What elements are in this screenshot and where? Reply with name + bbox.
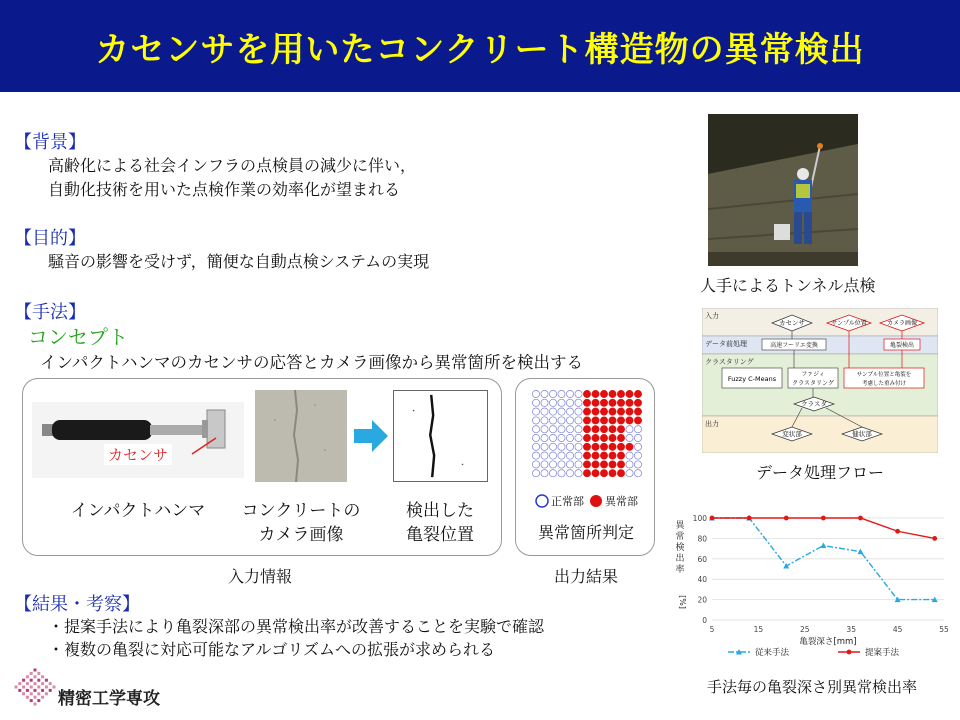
logo-dot xyxy=(22,686,25,689)
grid-dot-abnormal xyxy=(609,461,616,468)
grid-dot-abnormal xyxy=(600,426,607,433)
y-tick-label: 60 xyxy=(697,554,707,564)
grid-dot-abnormal xyxy=(583,417,590,424)
grid-dot-abnormal xyxy=(592,443,599,450)
logo-dot xyxy=(26,689,29,692)
y-tick-label: 0 xyxy=(702,616,707,625)
flow-node-sound: 健状部 xyxy=(852,430,872,438)
background-line-2: 自動化技術を用いた点検作業の効率化が望まれる xyxy=(48,180,401,199)
department-logo xyxy=(12,666,58,712)
grid-dot-abnormal xyxy=(583,452,590,459)
purpose-heading: 【目的】 xyxy=(14,228,86,249)
grid-dot-normal xyxy=(532,426,539,433)
logo-dot xyxy=(34,689,37,692)
grid-dot-normal xyxy=(634,434,641,441)
grid-dot-normal xyxy=(541,443,548,450)
logo-dot xyxy=(49,689,52,692)
data-point-proposed xyxy=(784,516,789,521)
data-point-proposed xyxy=(747,516,752,521)
grid-dot-normal xyxy=(566,461,573,468)
flow-node-weight-1: サンプル位置と亀裂を xyxy=(856,372,912,378)
grid-dot-abnormal xyxy=(617,434,624,441)
grid-dot-abnormal xyxy=(609,426,616,433)
grid-dot-abnormal xyxy=(617,417,624,424)
y-axis-label-char: 検 xyxy=(675,543,685,553)
grid-dot-normal xyxy=(575,470,582,477)
grid-dot-normal xyxy=(575,390,582,397)
grid-dot-normal xyxy=(541,452,548,459)
logo-dot xyxy=(30,672,33,675)
grid-dot-abnormal xyxy=(617,408,624,415)
logo-dot xyxy=(37,699,40,702)
grid-dot-normal xyxy=(532,390,539,397)
grid-dot-abnormal xyxy=(609,470,616,477)
legend-marker xyxy=(847,650,852,655)
grid-dot-abnormal xyxy=(609,408,616,415)
logo-dot xyxy=(34,696,37,699)
flow-lane-cluster: クラスタリング xyxy=(705,358,754,366)
grid-dot-normal xyxy=(575,399,582,406)
method-heading: 【手法】 xyxy=(14,302,86,323)
logo-dot xyxy=(22,679,25,682)
grid-dot-abnormal xyxy=(609,399,616,406)
grid-dot-abnormal xyxy=(592,426,599,433)
grid-dot-normal xyxy=(626,461,633,468)
x-tick-label: 55 xyxy=(939,625,949,634)
logo-dot xyxy=(30,699,33,702)
grid-dot-abnormal xyxy=(600,417,607,424)
grid-dot-normal xyxy=(549,470,556,477)
grid-dot-normal xyxy=(566,408,573,415)
grid-dot-normal xyxy=(566,390,573,397)
logo-dot xyxy=(37,692,40,695)
concept-text: インパクトハンマのカセンサの応答とカメラ画像から異常箇所を検出する xyxy=(40,353,584,372)
grid-dot-abnormal xyxy=(600,399,607,406)
concept-label: コンセプト xyxy=(28,325,128,349)
logo-dot xyxy=(49,682,52,685)
grid-dot-normal xyxy=(575,443,582,450)
grid-dot-normal xyxy=(626,452,633,459)
grid-dot-abnormal xyxy=(609,452,616,459)
legend-normal-label: 正常部 xyxy=(551,495,584,508)
grid-dot-normal xyxy=(541,470,548,477)
grid-dot-normal xyxy=(541,461,548,468)
data-point-conventional xyxy=(783,563,789,569)
grid-dot-normal xyxy=(532,452,539,459)
grid-dot-normal xyxy=(558,470,565,477)
x-tick-label: 15 xyxy=(753,625,764,634)
logo-dot xyxy=(22,692,25,695)
flow-caption: データ処理フロー xyxy=(755,463,884,482)
grid-dot-abnormal xyxy=(617,426,624,433)
logo-dot xyxy=(26,675,29,678)
data-point-proposed xyxy=(932,536,937,541)
grid-dot-normal xyxy=(532,470,539,477)
grid-dot-normal xyxy=(541,399,548,406)
grid-dot-normal xyxy=(566,443,573,450)
impact-hammer-image xyxy=(32,402,244,478)
grid-dot-normal xyxy=(558,390,565,397)
grid-dot-normal xyxy=(634,470,641,477)
logo-dot xyxy=(30,679,33,682)
data-point-proposed xyxy=(895,529,900,534)
grid-dot-abnormal xyxy=(617,470,624,477)
logo-dot xyxy=(37,686,40,689)
anomaly-caption: 異常箇所判定 xyxy=(537,523,634,542)
logo-dot xyxy=(34,669,37,672)
legend-label: 提案手法 xyxy=(865,648,900,658)
grid-dot-normal xyxy=(541,426,548,433)
grid-dot-abnormal xyxy=(617,390,624,397)
flow-node-weight-2: 考慮した重み付け xyxy=(861,381,907,387)
flow-node-fcm: Fuzzy C-Means xyxy=(727,375,777,383)
grid-dot-normal xyxy=(541,434,548,441)
grid-dot-normal xyxy=(626,434,633,441)
grid-dot-abnormal xyxy=(600,408,607,415)
logo-dot xyxy=(41,696,44,699)
y-axis-label-char: 率 xyxy=(675,565,685,575)
grid-dot-normal xyxy=(566,452,573,459)
chart-caption: 手法毎の亀裂深さ別異常検出率 xyxy=(706,678,917,696)
grid-dot-abnormal xyxy=(592,461,599,468)
grid-dot-normal xyxy=(634,443,641,450)
detection-rate-chart xyxy=(668,502,956,674)
y-tick-label: 20 xyxy=(697,595,707,605)
grid-dot-normal xyxy=(532,461,539,468)
x-axis-label: 亀裂深さ[mm] xyxy=(799,637,857,647)
flow-node-camera: カメラ画像 xyxy=(886,320,918,327)
x-tick-label: 5 xyxy=(709,625,715,634)
grid-dot-normal xyxy=(566,417,573,424)
y-axis-label-char: 異 xyxy=(675,521,685,531)
grid-dot-abnormal xyxy=(600,461,607,468)
logo-dot xyxy=(15,686,18,689)
grid-dot-normal xyxy=(558,417,565,424)
logo-dot xyxy=(41,682,44,685)
grid-dot-abnormal xyxy=(583,426,590,433)
legend-abnormal-label: 異常部 xyxy=(605,495,638,508)
logo-dot xyxy=(18,689,21,692)
grid-dot-normal xyxy=(566,470,573,477)
grid-dot-normal xyxy=(541,408,548,415)
flow-node-fuzzy-2: クラスタリング xyxy=(792,380,834,387)
force-sensor-label: カセンサ xyxy=(104,444,172,465)
grid-dot-normal xyxy=(634,452,641,459)
grid-dot-abnormal xyxy=(634,390,641,397)
grid-dot-abnormal xyxy=(609,390,616,397)
legend-abnormal-icon xyxy=(590,495,602,507)
logo-dot xyxy=(34,682,37,685)
grid-dot-abnormal xyxy=(583,443,590,450)
results-heading: 【結果・考察】 xyxy=(14,594,140,615)
flow-node-cluster: クラスタ xyxy=(801,400,827,408)
background-line-1: 高齢化による社会インフラの点検員の減少に伴い， xyxy=(48,156,417,175)
logo-dot xyxy=(30,686,33,689)
grid-dot-normal xyxy=(549,408,556,415)
logo-dot xyxy=(41,675,44,678)
grid-dot-abnormal xyxy=(583,461,590,468)
grid-dot-normal xyxy=(634,461,641,468)
flow-lane-output: 出力 xyxy=(705,420,719,428)
crack-caption-1: 検出した xyxy=(406,501,474,521)
flow-lane-input: 入力 xyxy=(705,312,719,320)
grid-dot-abnormal xyxy=(617,461,624,468)
data-point-proposed xyxy=(858,516,863,521)
grid-dot-normal xyxy=(532,443,539,450)
grid-dot-abnormal xyxy=(600,434,607,441)
grid-dot-normal xyxy=(575,461,582,468)
results-line-2: ・複数の亀裂に対応可能なアルゴリズムへの拡張が求められる xyxy=(48,640,496,659)
grid-dot-abnormal xyxy=(583,390,590,397)
results-line-1: ・提案手法により亀裂深部の異常検出率が改善することを実験で確認 xyxy=(48,617,545,636)
grid-dot-normal xyxy=(575,408,582,415)
x-tick-label: 35 xyxy=(846,625,856,634)
grid-dot-normal xyxy=(532,434,539,441)
grid-dot-abnormal xyxy=(617,452,624,459)
logo-dot xyxy=(45,692,48,695)
flow-lane-pre: データ前処理 xyxy=(705,340,747,348)
grid-dot-abnormal xyxy=(609,443,616,450)
concrete-caption-2: カメラ画像 xyxy=(258,525,344,545)
logo-dot xyxy=(41,689,44,692)
output-legend xyxy=(534,492,644,510)
concrete-camera-image xyxy=(255,390,347,482)
logo-dot xyxy=(37,679,40,682)
tunnel-inspection-photo xyxy=(708,114,858,266)
grid-dot-normal xyxy=(566,434,573,441)
logo-dot xyxy=(18,682,21,685)
grid-dot-normal xyxy=(549,443,556,450)
grid-dot-abnormal xyxy=(592,399,599,406)
logo-dot xyxy=(45,679,48,682)
grid-dot-normal xyxy=(549,399,556,406)
logo-dot xyxy=(34,703,37,706)
y-tick-label: 40 xyxy=(697,575,707,585)
detected-crack-image xyxy=(393,390,488,482)
grid-dot-abnormal xyxy=(600,390,607,397)
department-name: 精密工学専攻 xyxy=(58,689,160,709)
flow-node-fuzzy-1: ファジィ xyxy=(801,371,825,378)
grid-dot-abnormal xyxy=(592,452,599,459)
page-title: カセンサを用いたコンクリート構造物の異常検出 xyxy=(95,29,865,70)
grid-dot-normal xyxy=(549,417,556,424)
grid-dot-normal xyxy=(549,461,556,468)
logo-dot xyxy=(53,686,56,689)
grid-dot-normal xyxy=(549,452,556,459)
legend-normal-icon xyxy=(536,495,548,507)
grid-dot-abnormal xyxy=(583,470,590,477)
logo-dot xyxy=(26,696,29,699)
grid-dot-normal xyxy=(549,426,556,433)
grid-dot-abnormal xyxy=(592,390,599,397)
grid-dot-abnormal xyxy=(626,408,633,415)
grid-dot-abnormal xyxy=(609,417,616,424)
concrete-caption-1: コンクリートの xyxy=(241,501,361,521)
grid-dot-normal xyxy=(575,434,582,441)
tunnel-caption: 人手によるトンネル点検 xyxy=(700,276,876,295)
grid-dot-abnormal xyxy=(592,408,599,415)
y-axis-unit: [%] xyxy=(678,595,687,609)
x-tick-label: 45 xyxy=(892,625,903,634)
grid-dot-normal xyxy=(558,408,565,415)
data-flow-diagram xyxy=(702,308,938,453)
grid-dot-abnormal xyxy=(600,443,607,450)
logo-dot xyxy=(30,692,33,695)
data-point-proposed xyxy=(821,516,826,521)
grid-dot-abnormal xyxy=(626,399,633,406)
grid-dot-abnormal xyxy=(634,399,641,406)
grid-dot-normal xyxy=(575,426,582,433)
grid-dot-normal xyxy=(575,452,582,459)
grid-dot-normal xyxy=(575,417,582,424)
grid-dot-abnormal xyxy=(634,417,641,424)
x-tick-label: 25 xyxy=(800,625,810,634)
grid-dot-normal xyxy=(549,434,556,441)
y-tick-label: 100 xyxy=(692,514,707,523)
grid-dot-abnormal xyxy=(609,434,616,441)
data-point-conventional xyxy=(857,549,863,555)
grid-dot-normal xyxy=(566,426,573,433)
purpose-line-1: 騒音の影響を受けず，簡便な自動点検システムの実現 xyxy=(48,252,430,271)
grid-dot-normal xyxy=(566,399,573,406)
grid-dot-normal xyxy=(541,390,548,397)
grid-dot-abnormal xyxy=(600,470,607,477)
grid-dot-normal xyxy=(541,417,548,424)
flow-node-defect: 変状部 xyxy=(782,430,802,438)
title-bar xyxy=(0,0,960,92)
grid-dot-abnormal xyxy=(626,390,633,397)
grid-dot-normal xyxy=(532,408,539,415)
grid-dot-normal xyxy=(558,461,565,468)
y-axis-label-char: 出 xyxy=(675,554,685,564)
logo-dot xyxy=(26,682,29,685)
y-tick-label: 80 xyxy=(697,534,707,544)
y-axis-label-char: 常 xyxy=(675,532,685,542)
grid-dot-abnormal xyxy=(592,470,599,477)
legend-label: 従来手法 xyxy=(755,648,790,658)
flow-node-force: カセンサ xyxy=(779,319,805,327)
hammer-caption: インパクトハンマ xyxy=(70,501,206,521)
grid-dot-abnormal xyxy=(617,443,624,450)
grid-dot-normal xyxy=(532,399,539,406)
grid-dot-normal xyxy=(549,390,556,397)
grid-dot-normal xyxy=(532,417,539,424)
crack-caption-2: 亀裂位置 xyxy=(406,525,474,545)
anomaly-grid xyxy=(531,389,643,479)
grid-dot-abnormal xyxy=(626,443,633,450)
grid-dot-abnormal xyxy=(583,399,590,406)
logo-dot xyxy=(37,672,40,675)
grid-dot-normal xyxy=(626,470,633,477)
grid-dot-normal xyxy=(558,434,565,441)
grid-dot-abnormal xyxy=(600,452,607,459)
output-result-caption: 出力結果 xyxy=(553,567,618,586)
grid-dot-abnormal xyxy=(592,417,599,424)
grid-dot-abnormal xyxy=(583,434,590,441)
grid-dot-abnormal xyxy=(592,434,599,441)
flow-node-fft: 高速フーリエ変換 xyxy=(770,342,818,349)
series-line-proposed xyxy=(712,518,935,538)
data-point-conventional xyxy=(820,543,826,549)
grid-dot-normal xyxy=(626,426,633,433)
grid-dot-normal xyxy=(558,452,565,459)
grid-dot-normal xyxy=(558,399,565,406)
grid-dot-abnormal xyxy=(583,408,590,415)
grid-dot-normal xyxy=(558,443,565,450)
logo-dot xyxy=(45,686,48,689)
grid-dot-normal xyxy=(558,426,565,433)
grid-dot-normal xyxy=(634,426,641,433)
grid-dot-abnormal xyxy=(626,417,633,424)
process-arrow xyxy=(354,420,388,452)
data-point-proposed xyxy=(710,516,715,521)
logo-dot xyxy=(34,675,37,678)
input-info-caption: 入力情報 xyxy=(227,567,292,586)
flow-node-crack: 亀裂検出 xyxy=(889,342,915,349)
flow-node-sample: サンプル位置 xyxy=(831,320,867,327)
grid-dot-abnormal xyxy=(617,399,624,406)
grid-dot-abnormal xyxy=(634,408,641,415)
background-heading: 【背景】 xyxy=(14,132,86,153)
